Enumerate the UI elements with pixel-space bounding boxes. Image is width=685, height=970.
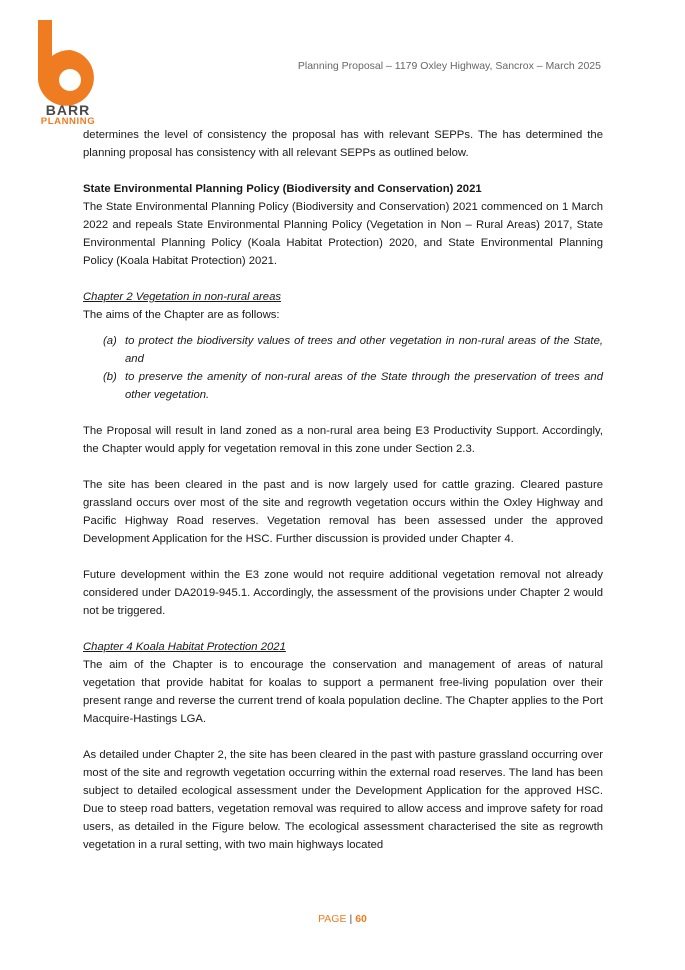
page-footer (0, 913, 685, 925)
chapter-2-heading: Chapter 2 Vegetation in non-rural areas (83, 291, 282, 303)
chapter-2-aims-intro: The aims of the Chapter are as follows: (83, 309, 280, 321)
logo-line-barr: BARR (45, 102, 91, 118)
chapter-4-paragraph-2: As detailed under Chapter 2, the site has been cleared in the past with pasture grassland occurring over most of the site and regrowth vegetation occurring within the external road reserves. The land has been subject to detailed ecological assessment under the Development Application for the approved HSC. Due to steep road batters, vegetation removal was required to allow access and improve safety for road users, as detailed in the Figure below. The ecological assessment characterised the site as regrowth vegetation in a rural setting, with two main highways located (83, 749, 603, 851)
document-header-title: Planning Proposal – 1179 Oxley Highway, Sancrox – March 2025 (297, 60, 601, 72)
page-label: PAGE (318, 913, 347, 925)
chapter-2-aims-list (83, 332, 603, 404)
intro-paragraph: determines the level of consistency the proposal has with relevant SEPPs. The has determined the planning proposal has consistency with all relevant SEPPs as outlined below. (83, 129, 603, 159)
aim-item (83, 332, 603, 368)
page-number: 60 (355, 913, 367, 925)
footer-separator: | (349, 913, 353, 925)
aim-label: (a) (103, 335, 117, 347)
chapter-2-paragraph-2: The site has been cleared in the past and is now largely used for cattle grazing. Cleared pasture grassland occurs over most of the site and regrowth vegetation occurs within the Oxley Highway and Pacific Highway Road reserves. Vegetation removal has been assessed under the approved Development Application for the HSC. Further discussion is provided under Chapter 4. (83, 479, 603, 545)
aim-text: to preserve the amenity of non-rural areas of the State through the preservation of trees and other vegetation. (125, 371, 603, 401)
logo-line-planning: PLANNING (40, 116, 96, 127)
sepp-paragraph: The State Environmental Planning Policy (Biodiversity and Conservation) 2021 commenced on 1 March 2022 and repeals State Environmental Planning Policy (Vegetation in Non – Rural Areas) 2017, State Environmental Planning Policy (Koala Habitat Protection) 2020, and State Environmental Planning Policy (Koala Habitat Protection) 2021. (83, 201, 603, 267)
chapter-4-heading: Chapter 4 Koala Habitat Protection 2021 (83, 641, 286, 653)
sepp-heading: State Environmental Planning Policy (Biodiversity and Conservation) 2021 (83, 183, 482, 195)
aim-text: to protect the biodiversity values of trees and other vegetation in non-rural areas of the State, and (125, 335, 603, 365)
document-body (83, 126, 603, 854)
chapter-4-paragraph-1: The aim of the Chapter is to encourage the conservation and management of areas of natural vegetation that provide habitat for koalas to support a permanent free-living population over their present range and reverse the current trend of koala population decline. The Chapter applies to the Port Macquire-Hastings LGA. (83, 659, 603, 725)
aim-item (83, 368, 603, 404)
chapter-2-paragraph-1: The Proposal will result in land zoned as a non-rural area being E3 Productivity Support. Accordingly, the Chapter would apply for vegetation removal in this zone under Section 2.3. (83, 425, 603, 455)
chapter-2-paragraph-3: Future development within the E3 zone would not require additional vegetation removal not already considered under DA2019-945.1. Accordingly, the assessment of the provisions under Chapter 2 would not be triggered. (83, 569, 603, 617)
logo-wordmark (36, 103, 100, 127)
aim-label: (b) (103, 371, 117, 383)
